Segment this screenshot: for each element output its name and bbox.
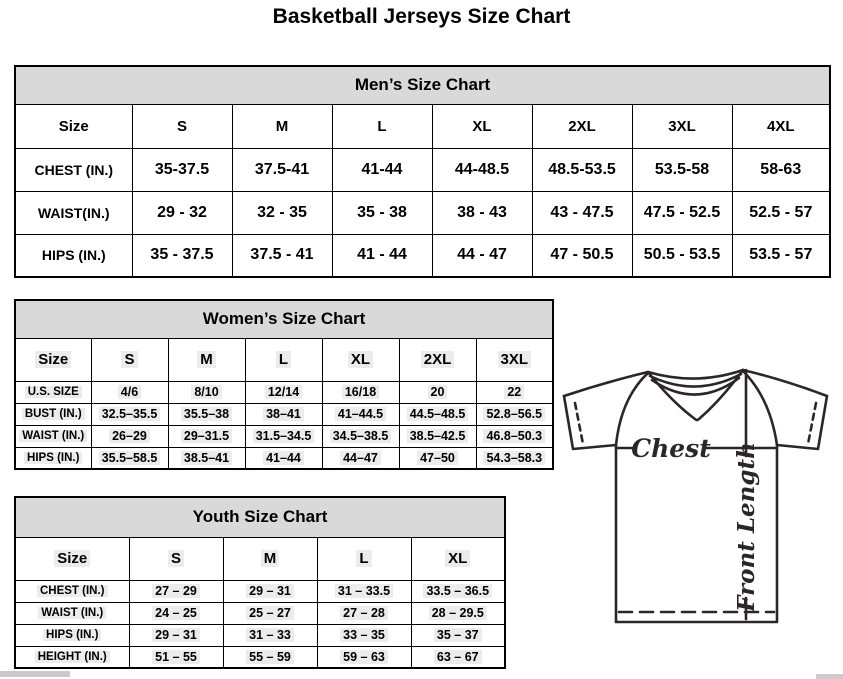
row-label: HEIGHT (IN.) bbox=[15, 646, 129, 668]
jersey-collar-curve-1 bbox=[648, 370, 743, 379]
row-label: WAIST(IN.) bbox=[15, 191, 132, 234]
chest-label: Chest bbox=[631, 434, 711, 463]
mens-size-table bbox=[14, 65, 831, 278]
value-cell: 47–50 bbox=[399, 447, 476, 469]
table-row bbox=[15, 580, 505, 602]
value-cell: 38.5–41 bbox=[168, 447, 245, 469]
table-row bbox=[15, 148, 830, 191]
size-header-cell: XL bbox=[411, 537, 505, 580]
value-cell: 35.5–58.5 bbox=[91, 447, 168, 469]
value-cell: 35.5–38 bbox=[168, 403, 245, 425]
value-cell: 12/14 bbox=[245, 381, 322, 403]
table-row bbox=[15, 234, 830, 277]
value-cell: 22 bbox=[476, 381, 553, 403]
value-cell: 59 – 63 bbox=[317, 646, 411, 668]
table-row bbox=[15, 624, 505, 646]
value-cell: 53.5-58 bbox=[632, 148, 732, 191]
value-cell: 44–47 bbox=[322, 447, 399, 469]
jersey-measurement-diagram-icon bbox=[556, 360, 843, 665]
womens-size-table bbox=[14, 299, 554, 470]
jersey-right-cuff-dash bbox=[808, 403, 816, 444]
jersey-right-sleeve bbox=[777, 396, 827, 449]
size-header-cell: Size bbox=[15, 104, 132, 148]
size-header-cell: S bbox=[129, 537, 223, 580]
size-header-cell: 2XL bbox=[532, 104, 632, 148]
value-cell: 27 – 29 bbox=[129, 580, 223, 602]
value-cell: 8/10 bbox=[168, 381, 245, 403]
value-cell: 37.5-41 bbox=[232, 148, 332, 191]
value-cell: 4/6 bbox=[91, 381, 168, 403]
value-cell: 51 – 55 bbox=[129, 646, 223, 668]
size-header-cell: 3XL bbox=[476, 338, 553, 381]
youth-size-table bbox=[14, 496, 506, 669]
size-header-cell: S bbox=[91, 338, 168, 381]
value-cell: 55 – 59 bbox=[223, 646, 317, 668]
value-cell: 37.5 - 41 bbox=[232, 234, 332, 277]
value-cell: 41 - 44 bbox=[332, 234, 432, 277]
size-header-cell: L bbox=[245, 338, 322, 381]
size-header-cell: M bbox=[232, 104, 332, 148]
size-header-row bbox=[15, 104, 830, 148]
size-header-cell: XL bbox=[432, 104, 532, 148]
value-cell: 44-48.5 bbox=[432, 148, 532, 191]
front-length-label: Front Length bbox=[733, 442, 760, 612]
table-row bbox=[15, 191, 830, 234]
jersey-left-sleeve bbox=[564, 396, 616, 449]
size-header-cell: M bbox=[168, 338, 245, 381]
value-cell: 24 – 25 bbox=[129, 602, 223, 624]
value-cell: 29 – 31 bbox=[129, 624, 223, 646]
size-header-cell: M bbox=[223, 537, 317, 580]
size-header-row bbox=[15, 338, 553, 381]
table-title-row bbox=[15, 66, 830, 104]
row-label: HIPS (IN.) bbox=[15, 447, 91, 469]
row-label: WAIST (IN.) bbox=[15, 425, 91, 447]
value-cell: 29 - 32 bbox=[132, 191, 232, 234]
size-header-cell: 2XL bbox=[399, 338, 476, 381]
value-cell: 35 - 37.5 bbox=[132, 234, 232, 277]
table-row bbox=[15, 403, 553, 425]
value-cell: 38–41 bbox=[245, 403, 322, 425]
value-cell: 31 – 33.5 bbox=[317, 580, 411, 602]
row-label: U.S. SIZE bbox=[15, 381, 91, 403]
value-cell: 35 - 38 bbox=[332, 191, 432, 234]
value-cell: 25 – 27 bbox=[223, 602, 317, 624]
value-cell: 63 – 67 bbox=[411, 646, 505, 668]
table-row bbox=[15, 425, 553, 447]
row-label: HIPS (IN.) bbox=[15, 234, 132, 277]
row-label: WAIST (IN.) bbox=[15, 602, 129, 624]
value-cell: 26–29 bbox=[91, 425, 168, 447]
value-cell: 52.8–56.5 bbox=[476, 403, 553, 425]
size-header-cell: XL bbox=[322, 338, 399, 381]
table-title-row bbox=[15, 497, 505, 537]
table-title: Men’s Size Chart bbox=[15, 66, 830, 104]
value-cell: 41-44 bbox=[332, 148, 432, 191]
value-cell: 31 – 33 bbox=[223, 624, 317, 646]
value-cell: 41–44.5 bbox=[322, 403, 399, 425]
value-cell: 58-63 bbox=[732, 148, 830, 191]
value-cell: 47 - 50.5 bbox=[532, 234, 632, 277]
value-cell: 27 – 28 bbox=[317, 602, 411, 624]
value-cell: 29 – 31 bbox=[223, 580, 317, 602]
value-cell: 28 – 29.5 bbox=[411, 602, 505, 624]
value-cell: 35 – 37 bbox=[411, 624, 505, 646]
table-row bbox=[15, 602, 505, 624]
table-title: Youth Size Chart bbox=[15, 497, 505, 537]
value-cell: 50.5 - 53.5 bbox=[632, 234, 732, 277]
size-header-cell: L bbox=[317, 537, 411, 580]
value-cell: 46.8–50.3 bbox=[476, 425, 553, 447]
row-label: HIPS (IN.) bbox=[15, 624, 129, 646]
jersey-right-shoulder bbox=[743, 370, 827, 396]
value-cell: 33 – 35 bbox=[317, 624, 411, 646]
value-cell: 48.5-53.5 bbox=[532, 148, 632, 191]
table-row bbox=[15, 646, 505, 668]
horizontal-scrollbar-fragment[interactable] bbox=[816, 674, 843, 679]
value-cell: 32 - 35 bbox=[232, 191, 332, 234]
value-cell: 35-37.5 bbox=[132, 148, 232, 191]
value-cell: 53.5 - 57 bbox=[732, 234, 830, 277]
size-header-cell: 3XL bbox=[632, 104, 732, 148]
jersey-left-cuff-dash bbox=[575, 403, 583, 444]
size-header-cell: Size bbox=[15, 338, 91, 381]
value-cell: 44 - 47 bbox=[432, 234, 532, 277]
jersey-right-armhole bbox=[743, 371, 777, 445]
page-title: Basketball Jerseys Size Chart bbox=[272, 5, 571, 28]
value-cell: 41–44 bbox=[245, 447, 322, 469]
value-cell: 32.5–35.5 bbox=[91, 403, 168, 425]
value-cell: 16/18 bbox=[322, 381, 399, 403]
value-cell: 43 - 47.5 bbox=[532, 191, 632, 234]
row-label: CHEST (IN.) bbox=[15, 580, 129, 602]
value-cell: 52.5 - 57 bbox=[732, 191, 830, 234]
value-cell: 38.5–42.5 bbox=[399, 425, 476, 447]
value-cell: 33.5 – 36.5 bbox=[411, 580, 505, 602]
row-label: CHEST (IN.) bbox=[15, 148, 132, 191]
value-cell: 44.5–48.5 bbox=[399, 403, 476, 425]
jersey-left-shoulder bbox=[564, 372, 648, 396]
value-cell: 31.5–34.5 bbox=[245, 425, 322, 447]
table-title-row bbox=[15, 300, 553, 338]
size-header-cell: S bbox=[132, 104, 232, 148]
table-row bbox=[15, 447, 553, 469]
value-cell: 38 - 43 bbox=[432, 191, 532, 234]
size-header-cell: 4XL bbox=[732, 104, 830, 148]
size-header-cell: L bbox=[332, 104, 432, 148]
value-cell: 20 bbox=[399, 381, 476, 403]
table-row bbox=[15, 381, 553, 403]
horizontal-scrollbar-thumb[interactable] bbox=[0, 671, 70, 677]
value-cell: 54.3–58.3 bbox=[476, 447, 553, 469]
row-label: BUST (IN.) bbox=[15, 403, 91, 425]
size-header-cell: Size bbox=[15, 537, 129, 580]
value-cell: 29–31.5 bbox=[168, 425, 245, 447]
value-cell: 47.5 - 52.5 bbox=[632, 191, 732, 234]
table-title: Women’s Size Chart bbox=[15, 300, 553, 338]
value-cell: 34.5–38.5 bbox=[322, 425, 399, 447]
size-header-row bbox=[15, 537, 505, 580]
